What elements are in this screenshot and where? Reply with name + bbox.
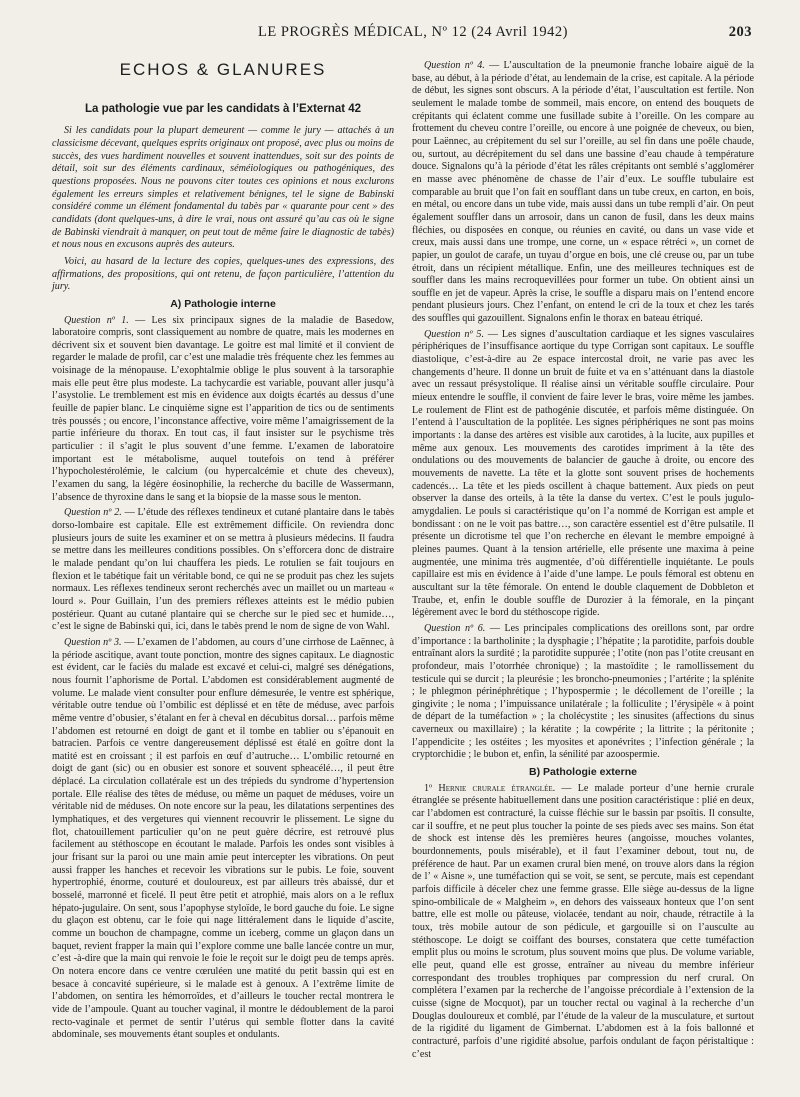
question-1-label: Question nº 1. <box>64 314 129 326</box>
question-1-text: — Les six principaux signes de la maladie de Basedow, laboratoire compris, sont classiquement au nombre de quatre, mais les modernes en décrivent six et souvent bien davantage. Le goitre est mal limité et il convient de regarder le malade de profil, car c’est une maladie très fréquente chez les femmes au voisinage de la ménopause. L’exophtalmie oblige le plus souvent à la tarsoraphie mais elle peut être plus modeste. La tachycardie est variable, pouvant aller jusqu’à l’asystolie. Le tremblement est mis en évidence aux doigts écartés au dessus d’une feuille de papier blanc. Le cinquième signe est l’apparition de tics ou de sentiments très poussés ; ou encore, l’inconstance affective, voire même l’amaigrissement de la partie inférieure du thorax. En tout cas, il faut insister sur le psychisme très particulier : il s’agit le plus souvent d’une femme. L’examen de laboratoire important est le métabolisme, auquel toutefois on tend à préférer l’hypocholestérolémie, le calcium (ou hypercalcémie et chute des cheveux), l’examen du sang, la légère éosinophilie, la recherche du bacille de Wassermann, l’absence de thyroxine dans le sang et la biopsie de la masse sous le menton. <box>52 314 394 503</box>
question-3-label: Question nº 3. <box>64 636 122 648</box>
question-4-text: — L’auscultation de la pneumonie franche lobaire aiguë de la base, au début, à la période d’état, au lendemain de la crise, est capitale. A la période de début, les signes sont obscurs. A la période d’état, l’auscultation est fertile. Non seulement le malade tombe de sommeil, mais encore, on entend des bouquets de crépitants qui éclatent comme une fusillade subite à l’oreille. On les compare au frottement du cheveu contre l’oreille, ou encore à une poignée de cheveux, ou bien, pour Laënnec, au crépitement du sel sur l’oreille, au sel fin dans une poêle chaude, ou, surtout, au décrépitement du sel dans une bassine d’eau chaude à température douce. Signalons qu’à la période d’état les râles crépitants ont semblé s’agglomérer en masse avec phénomène de chasse de l’air d’eux. Le souffle tubulaire est comparable au bruit que l’on fait en soufflant dans un tube creux, en carton, en bois, en métal, ou encore dans un tube vide, mais aussi dans un tube rempli d’air. On peut également souffler dans un arrosoir, dans un canon de fusil, dans les deux mains fléchies, ou disposées en conque, ou réunies en cavité, ou dans un vase vide et creux, mais aussi dans une trompe, une corne, un « espace rétréci », un cornet de papier, un goulot de carafe, un tuyau d’orgue en bois, une clé creuse ou, par un tube étroit, dans un récipient métallique. Enfin, une des meilleures techniques est de souffler dans les mains recroquevillées pour former un tube. On obtient ainsi un souffle en jet de vapeur. Après la crise, le souffle a disparu mais on l’entend encore pendant plusieurs jours. Chez l’enfant, on entend le cri de la toux et chez les tarés des souffles qui gazouillent. Signalons enfin le thorax en bateau étriqué. <box>412 60 754 325</box>
question-2-text: — L’étude des réflexes tendineux et cutané plantaire dans le tabès dorso-lombaire est capitale. Elle est extrêmement difficile. On reviendra donc plusieurs jours de suite les examiner et on se mettra à plusieurs médecins. Il faudra se mettre dans les meilleures conditions possibles. On s’efforcera donc de distraire le malade pendant qu’on lui chauffera les pieds. Le rotulien se fait toujours en flexion et le tabétique fait un véritable bond, ce qui ne se produit pas chez les sujets normaux. Les réflexes tendineux seront recherchés avec un maillet ou un marteau « lourd ». Pour Guillain, l’un des premiers réflexes atteints est le médio pubien postérieur. Quant au cutané plantaire qui se cherche sur le pied sec et humide…, c’est le signe de Babinski qui, ici, dans le tabès prend le nom de signe de von Wahl. <box>52 507 394 633</box>
heading-pathologie-interne: A) Pathologie interne <box>170 297 276 310</box>
question-6-paragraph <box>412 623 754 762</box>
intro-paragraph-2: Voici, au hasard de la lecture des copies, quelques-unes des expressions, des affirmations, des propositions, qui ont retenu, de façon particulière, l’attention du jury. <box>52 255 394 293</box>
question-6-label: Question nº 6. <box>424 622 486 634</box>
question-3-paragraph <box>52 637 394 1042</box>
intro-paragraph-1: Si les candidats pour la plupart demeurent — comme le jury — attachés à un classicisme décevant, quelques esprits originaux ont proposé, avec plus ou moins de succès, des vues hardiment nouvelles et souvent inattendues, soit sur des points de détail, soit sur des éléments cardinaux, séméiologiques ou pathogéniques, des questions proposées. Nous ne pouvons citer toutes ces opinions et nous exclurons également les erreurs simples et relativement bénignes, tel le signe de Babinski considéré comme un élément fondamental du tabès par « quarante pour cent » des candidats (dont quelques-uns, à dire le vrai, nous ont assuré qu’au cas où le signe de Babinski viendrait à manquer, on peut tout de même faire le diagnostic de tabès) et nous nous en excusons auprès des auteurs. <box>52 125 394 251</box>
article-title: La pathologie vue par les candidats à l’Externat 42 <box>84 102 362 115</box>
question-5-paragraph <box>412 329 754 620</box>
page-number: 203 <box>728 24 752 40</box>
hernie-text: — Le malade porteur d’une hernie crurale étranglée se présente habituellement dans une position caractéristique : plié en deux, car l’abdomen est contracturé, la cuisse fléchie sur le bassin par psoïtis. Il consulte, car il souffre, et ne peut plus toucher la pointe de ses pieds avec ses mains. Son état de shock est intense dès les premières heures (angoisse, mouches volantes, bourdonnements, pouls misérable), et il faut l’examiner debout, tout nu, de préférence de haut. Par un examen crural bien mené, on trouve alors dans la région de l’ « Aisne », une tuméfaction qui se voit, se sent, se percute, mais est cependant parfois difficile à déceler chez une femme grasse. Elle siège au-dessus de la ligne spino-ombilicale de « Malgheim », en dehors des vaisseaux honteux que l’on sent battre, elle est molle ou pâteuse, violacée, tendant au noir, chaude, rétractile à la toux, très mobile autour de son pédicule, et gargouille si on l’ausculte au stéthoscope. Le doigt se coiffant des bourses, constatera que cette tuméfaction emplit plus ou moins le scrotum, plus souvent moins que plus. De volume variable, elle peut, quand elle est grosse, entraîner au niveau du membre inférieur correspondant des troubles trophiques par compression du nerf crural. On complétera l’examen par la recherche de l’angoisse précordiale à l’extension de la cuisse (signe de Mocquot), par un toucher rectal ou vaginal à la recherche d’un Douglas douloureux et comblé, par l’étude de la valeur de la musculature, et surtout de la rigidité du ligament de Gimbernat. L’abdomen est à la fois ballonné et contracturé, parfois d’une rigidité absolue, parfois ondulant de façon péristaltique : c’est <box>412 782 754 1060</box>
question-5-text: — Les signes d’auscultation cardiaque et les signes vasculaires périphériques de l’insuffisance aortique du type Corrigan sont capitaux. Le souffle diastolique, c’est-à-dire au 2e espace intercostal droit, ne varie pas avec les changements d’heure. Il donne un bruit de fuite et va en s’atténuant dans la diastole avec un ressaut présystolique. Il réalise ainsi un véritable souffle circulaire. Pour mieux entendre le souffle, il convient de faire lever le bras, voire même les jambes. Le roulement de Flint est de pathogénie discutée, et parfois même distinguée. On l’entend à l’auscultation de la poplitée. Les signes périphériques ne sont pas moins importants : la danse des artères est visible aux carotides, à la lucite, aux pupilles et même aux genoux. Les mouvements des carotides impriment à la tête des ondulations ou des mouvements de balancier de gauche à droite, ou encore des mouvements de navette. La tête et la glotte sont souvent prises de hochements cadencés… La tête et les pieds oscillent à chaque battement. Aux pieds on peut observer la danse des orteils, à la tête la danse du vertex. C’est le pouls jugulo-amygdalien. Le pouls si caractéristique qu’on l’a nommé de Korrigan est ample et bondissant : on ne le voit pas battre…, son caractère essentiel est d’être pulsatile. Il présente un dicrotisme tel que l’on recherche en élevant le membre empoigné à pleines paumes. Quant à la tension artérielle, elle présente une maxima à peine augmentée, une minima très augmentée, d’où différentielle inquiétante. Le pouls capillaire est mis en évidence à l’aide d’une lampe. Le pouls fémoral est obtenu en auscultant sur la tête fémorale. On entend le double claquement de Dobbleton et Traube, et, enfin le double souffle de Durozier à la fémorale, en la pinçant légèrement avec le bord du stéthoscope rigide. <box>412 328 754 619</box>
running-title: LE PROGRÈS MÉDICAL, Nº 12 (24 Avril 1942) <box>258 24 568 40</box>
question-6-text: — Les principales complications des oreillons sont, par ordre d’importance : la bartholinite ; la dysphagie ; l’hépatite ; la parotidite, parfois double entraînant alors la surdité ; la parotidite suppurée ; l’otite (non pas l’otite creusant en profondeur, mais l’otorrhée chronique) ; la mastoïdite ; le ramollissement du testicule qui se durcit ; la pleurésie ; les broncho-pneumonies ; l’artérite ; la splénite ; le phlegmon périnéphrétique ; l’hypospermie ; le décollement de l’oreille ; la gingivite ; le noma ; l’impuissance unilatérale ; la folliculite ; l’érysipèle « à point de départ de la tuméfaction » ; la cholécystite ; les sinusites (affections du sinus caverneux ou maxillaire) ; la kératite ; la cowpérite ; la littrite ; la péritonite ; l’appendicite ; les ostéites ; les myosites et aponévrites ; l’infection générale ; la cryptorchidie ; le bubon et, enfin, la sénilité par azoospermie. <box>412 622 754 761</box>
question-1-paragraph <box>52 315 394 505</box>
question-3-text: — L’examen de l’abdomen, au cours d’une cirrhose de Laënnec, à la période ascitique, avant toute ponction, montre des signes capitaux. Le diagnostic est évident, car le faciès du malade est excavé et celui-ci, malgré ses dénégations, nous fournit l’aphorisme de Portal. L’abdomen est considérablement augmenté de volume. Le malade vient consulter pour enflure démesurée, le ventre est sphérique, véritable outre tendue où l’ombilic est déplissé et en tête de méduse, avec parfois même ventre d’obusier, s’étalant en fer à cheval en décubitus dorsal… parfois même l’abdomen est retourné en doigt de gant et il tombe en tablier ou s’épanouit en batracien. Parfois ce ventre dangereusement déplissé est étalé en goître dont la matité est en croissant ; il est parfois en œuf d’autruche… L’ombilic retourné en doigt de gant (sic) ou en obusier est sonore et souvent spheacélé…, il peut être déplacé. La circulation collatérale est un des trépieds du syndrome d’hypertension portale. Elle réalise des têtes de méduse, ou même un paquet de méduses, voire un véritable nid de méduses. On note encore sur la peau, les dilatations serpentines des lymphatiques, et des vergetures qui viennent recouvrir le plissement. Le signe du flot, chatouillement particulier qu’on ne peut guère décrire, est retrouvé plus facilement au stéthoscope en écoutant le malade. Parfois les ondes sont visibles à jour frisant sur la paroi ou une main amie peut intercepter les vibrations. On peut aussi frapper les hanches et recevoir les vibrations sur le pubis. Le foie, souvent hypertrophié, énorme, couturé et douloureux, est par ailleurs très abaissé, dur et bosselé, marronné et ficelé. Il peut être petit et atrophié, mais alors on a le reflux hépato-jugulaire. On sent, sous l’apophyse styloïde, le bord gauche du foie. Le signe du glaçon est obtenu, car le foie qui nage littéralement dans le liquide d’ascite, comme un bouchon de champagne, comme un iceberg, comme un glaçon dans un baquet, revient frapper la main qui l’explore comme une balle lancée contre un mur, c’est -à-dire que la main qui renvoie le foie le reçoit sur le doigt peu de temps après. On notera encore dans ce ventre cœruléen une matité du petit bassin qui est en besace à concavité supérieure, si le malade est à genoux. A l’extrême limite de l’abdomen, on sentira les hémorroïdes, et d’ailleurs le toucher rectal montrera le vide de l’ampoule. Quant au toucher vaginal, il montre le dédoublement de la paroi recto-vaginale et permet de sentir l’utérus qui semble flotter dans la cavité abdominale, ses mouvements étant souples et ondulants. <box>52 636 394 1041</box>
question-2-paragraph <box>52 507 394 634</box>
question-2-label: Question nº 2. <box>64 507 122 519</box>
hernie-label: 1º Hernie crurale étranglée. <box>424 782 556 794</box>
right-column <box>412 60 754 1064</box>
section-title: ECHOS & GLANURES <box>119 60 327 79</box>
question-5-label: Question nº 5. <box>424 328 484 340</box>
hernie-paragraph <box>412 783 754 1061</box>
left-column <box>52 60 394 1045</box>
heading-pathologie-externe: B) Pathologie externe <box>529 766 637 779</box>
running-header <box>258 24 752 41</box>
question-4-paragraph <box>412 60 754 326</box>
question-4-label: Question nº 4. <box>424 60 485 71</box>
